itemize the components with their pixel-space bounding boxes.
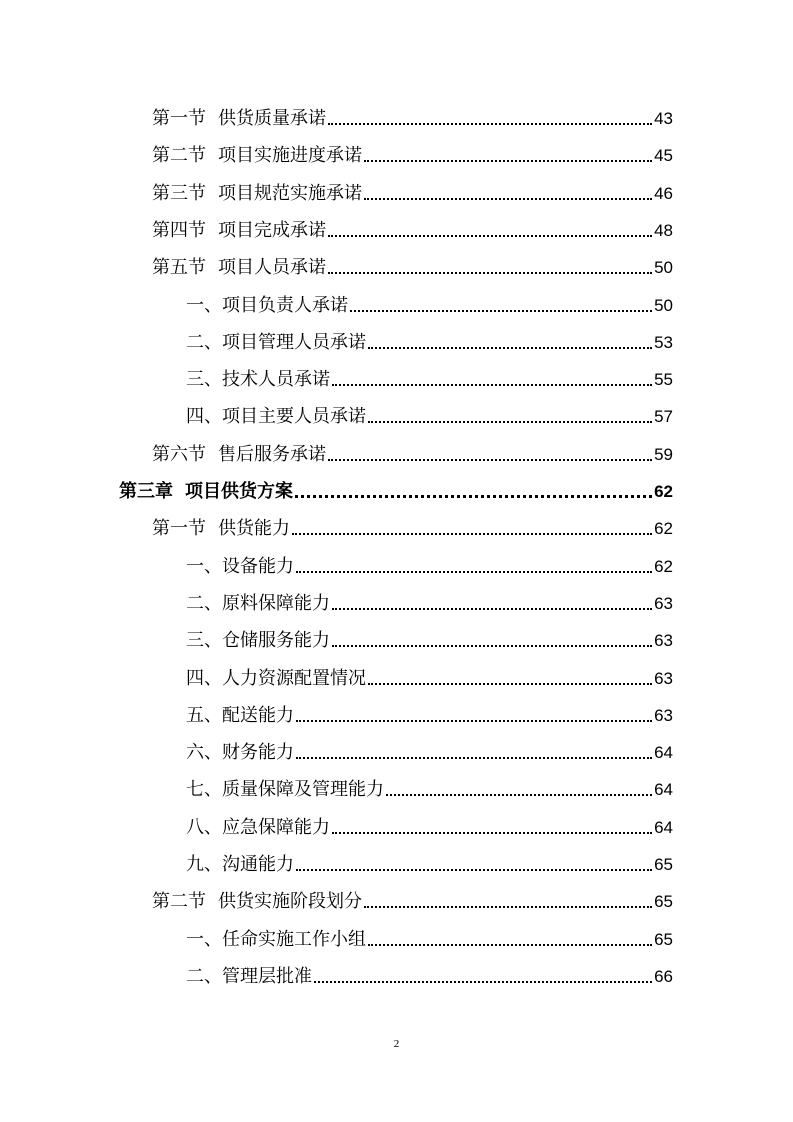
toc-entry-title: 质量保障及管理能力 xyxy=(222,779,384,801)
toc-entry-label xyxy=(186,705,294,727)
toc-entry-label xyxy=(152,220,326,242)
toc-entry-page: 64 xyxy=(654,780,673,800)
toc-entry-number: 第三章 xyxy=(119,481,173,502)
toc-entry[interactable] xyxy=(186,921,673,951)
toc-entry[interactable] xyxy=(186,958,673,988)
toc-dot-leader xyxy=(332,384,652,386)
toc-entry-label xyxy=(152,183,362,205)
toc-entry-title: 项目负责人承诺 xyxy=(222,294,348,316)
toc-entry-title: 项目规范实施承诺 xyxy=(218,182,362,204)
toc-entry-label xyxy=(119,481,293,503)
toc-entry-number: 第五节 xyxy=(152,257,206,279)
toc-entry-label xyxy=(186,966,312,988)
toc-entry-page: 63 xyxy=(654,593,673,613)
toc-entry-number: 第四节 xyxy=(152,219,206,241)
toc-entry-number: 五、 xyxy=(186,704,222,726)
toc-entry[interactable] xyxy=(186,622,673,652)
toc-entry[interactable] xyxy=(186,548,673,578)
toc-entry[interactable] xyxy=(119,473,673,503)
toc-entry-page: 43 xyxy=(654,109,673,128)
toc-entry-title: 财务能力 xyxy=(222,742,294,764)
toc-entry-page: 50 xyxy=(654,295,673,315)
toc-entry[interactable] xyxy=(186,809,673,839)
toc-dot-leader xyxy=(296,571,652,573)
toc-entry-title: 设备能力 xyxy=(222,555,294,577)
toc-entry-number: 第一节 xyxy=(152,518,206,540)
toc-entry[interactable] xyxy=(186,660,673,690)
toc-entry-page: 63 xyxy=(654,705,673,725)
toc-entry-page: 55 xyxy=(654,370,673,390)
toc-entry-title: 仓储服务能力 xyxy=(222,630,330,652)
toc-entry-title: 项目管理人员承诺 xyxy=(222,331,366,353)
toc-entry[interactable] xyxy=(152,212,673,242)
toc-dot-leader xyxy=(296,757,652,759)
toc-entry-number: 七、 xyxy=(186,779,222,801)
toc-entry[interactable] xyxy=(186,771,673,801)
toc-entry-page: 62 xyxy=(654,519,673,539)
toc-dot-leader xyxy=(364,906,652,908)
toc-entry-number: 九、 xyxy=(186,854,222,875)
toc-entry-number: 六、 xyxy=(186,742,222,764)
toc-entry-title: 沟通能力 xyxy=(222,854,294,875)
toc-entry-number: 三、 xyxy=(186,369,222,391)
toc-entry-label xyxy=(186,630,330,652)
toc-dot-leader xyxy=(332,832,652,834)
toc-entry[interactable] xyxy=(152,100,673,130)
toc-entry-title: 技术人员承诺 xyxy=(222,369,330,391)
toc-entry-title: 配送能力 xyxy=(222,704,294,726)
toc-entry-label xyxy=(152,257,326,279)
toc-entry-label xyxy=(186,668,366,690)
toc-entry-label xyxy=(186,295,348,317)
toc-entry-label xyxy=(152,145,362,167)
toc-entry[interactable] xyxy=(152,249,673,279)
page-number: 2 xyxy=(393,1038,400,1050)
toc-entry[interactable] xyxy=(152,883,673,913)
toc-entry-page: 48 xyxy=(654,220,673,240)
toc-entry[interactable] xyxy=(186,585,673,615)
toc-entry-label xyxy=(152,444,326,466)
toc-dot-leader xyxy=(368,421,652,423)
toc-entry-label xyxy=(152,891,362,913)
toc-entry-page: 46 xyxy=(654,183,673,203)
toc-entry-title: 原料保障能力 xyxy=(222,592,330,614)
toc-entry-page: 65 xyxy=(654,929,673,949)
toc-entry-number: 二、 xyxy=(186,965,222,987)
toc-entry-number: 三、 xyxy=(186,630,222,652)
toc-entry-title: 项目完成承诺 xyxy=(218,219,326,241)
toc-entry-title: 管理层批准 xyxy=(222,965,312,987)
toc-dot-leader xyxy=(332,645,652,647)
toc-dot-leader xyxy=(364,160,652,162)
toc-entry-number: 第三节 xyxy=(152,182,206,204)
toc-entry[interactable] xyxy=(186,734,673,764)
toc-dot-leader xyxy=(386,794,652,796)
toc-dot-leader xyxy=(328,235,652,237)
toc-entry-page: 57 xyxy=(654,407,673,427)
toc-dot-leader xyxy=(292,533,652,535)
toc-entry-number: 四、 xyxy=(186,406,222,428)
toc-dot-leader xyxy=(368,683,652,685)
toc-dot-leader xyxy=(314,981,652,983)
toc-entry-label xyxy=(186,817,330,839)
toc-entry-page: 64 xyxy=(654,743,673,763)
toc-entry-number: 四、 xyxy=(186,667,222,689)
toc-entry-label xyxy=(152,518,290,540)
toc-entry-title: 售后服务承诺 xyxy=(218,443,326,465)
toc-entry-number: 一、 xyxy=(186,555,222,577)
toc-entry-page: 66 xyxy=(654,966,673,986)
toc-entry-title: 供货质量承诺 xyxy=(218,108,326,129)
toc-entry-number: 一、 xyxy=(186,294,222,316)
toc-entry-title: 项目主要人员承诺 xyxy=(222,406,366,428)
toc-entry-number: 第二节 xyxy=(152,145,206,167)
toc-entry[interactable] xyxy=(186,697,673,727)
toc-entry-title: 人力资源配置情况 xyxy=(222,667,366,689)
toc-entry-label xyxy=(186,742,294,764)
toc-entry-label xyxy=(152,108,326,130)
toc-entry-label xyxy=(186,854,294,876)
toc-entry[interactable] xyxy=(186,361,673,391)
toc-entry-number: 二、 xyxy=(186,592,222,614)
toc-entry-label xyxy=(186,369,330,391)
toc-entry-number: 八、 xyxy=(186,816,222,838)
toc-entry-page: 59 xyxy=(654,444,673,464)
toc-entry-title: 项目人员承诺 xyxy=(218,257,326,279)
toc-entry-number: 二、 xyxy=(186,331,222,353)
toc-entry[interactable] xyxy=(186,324,673,354)
toc-entry-page: 65 xyxy=(654,892,673,912)
toc-entry[interactable] xyxy=(152,436,673,466)
toc-entry-page: 65 xyxy=(654,855,673,874)
toc-entry[interactable] xyxy=(186,846,673,876)
toc-entry-page: 50 xyxy=(654,258,673,278)
toc-entry[interactable] xyxy=(186,398,673,428)
toc-dot-leader xyxy=(328,272,652,274)
toc-entry-title: 项目供货方案 xyxy=(185,481,293,502)
toc-entry-title: 项目实施进度承诺 xyxy=(218,145,362,167)
toc-entry-page: 64 xyxy=(654,817,673,837)
toc-dot-leader xyxy=(328,459,652,461)
toc-entry-number: 第一节 xyxy=(152,108,206,129)
toc-entry-label xyxy=(186,929,366,951)
toc-entry-title: 任命实施工作小组 xyxy=(222,928,366,950)
toc-entry-title: 供货能力 xyxy=(218,518,290,540)
toc-entry-page: 63 xyxy=(654,631,673,651)
toc-dot-leader xyxy=(296,720,652,722)
toc-entry-label xyxy=(186,593,330,615)
toc-entry-page: 53 xyxy=(654,332,673,352)
toc-entry-page: 62 xyxy=(654,556,673,576)
toc-dot-leader xyxy=(296,869,652,871)
toc-dot-leader xyxy=(350,310,652,312)
toc-entry-page: 62 xyxy=(654,482,673,501)
toc-entry-label xyxy=(186,406,366,428)
toc-entry-label xyxy=(186,556,294,578)
toc-entry[interactable] xyxy=(152,137,673,167)
toc-dot-leader xyxy=(332,608,652,610)
toc-entry-number: 第六节 xyxy=(152,443,206,465)
toc-dot-leader xyxy=(295,495,652,498)
toc-entry-page: 63 xyxy=(654,668,673,688)
toc-dot-leader xyxy=(328,123,652,125)
toc-dot-leader xyxy=(364,198,652,200)
toc-entry[interactable] xyxy=(186,287,673,317)
toc-entry-title: 应急保障能力 xyxy=(222,816,330,838)
toc-entry-number: 第二节 xyxy=(152,891,206,913)
toc-dot-leader xyxy=(368,347,652,349)
toc-entry-label xyxy=(186,779,384,801)
toc-entry-page: 45 xyxy=(654,146,673,166)
toc-dot-leader xyxy=(368,944,652,946)
toc-entry[interactable] xyxy=(152,510,673,540)
toc-entry[interactable] xyxy=(152,175,673,205)
toc-entry-label xyxy=(186,332,366,354)
toc-entry-title: 供货实施阶段划分 xyxy=(218,891,362,913)
toc-entry-number: 一、 xyxy=(186,928,222,950)
